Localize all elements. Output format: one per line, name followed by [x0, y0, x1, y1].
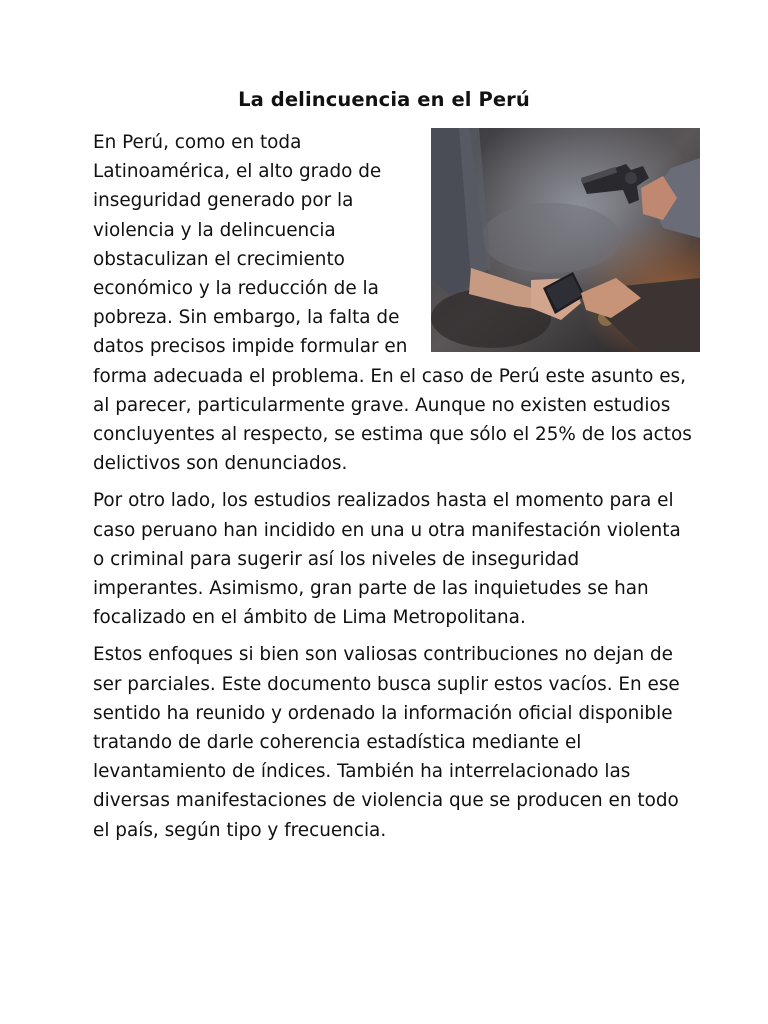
paragraph-2: Por otro lado, los estudios realizados hasta el momento para el caso peruano han incidido en una u otra manifestación violenta o criminal para sugerir así los niveles de inseguridad imperantes. Asimismo, gran parte de las inquietudes se han focalizado en el ámbito de Lima Metropolitana. [93, 490, 681, 629]
document-title: La delincuencia en el Perú [238, 88, 530, 111]
paragraph-1: En Perú, como en toda Latinoamérica, el alto grado de inseguridad generado por la violencia y la delincuencia obstaculizan el crecimiento económico y la reducción de la pobreza. Sin embargo, la falta de datos precisos impide formular en forma adecuada el problema. En el caso de Perú este asunto es, al parecer, particularmente grave. Aunque no existen estudios concluyentes al respecto, se estima que sólo el 25% de los actos delictivos son denunciados. [93, 132, 692, 475]
robbery-photo [431, 128, 700, 352]
document-body [93, 128, 693, 853]
paragraph-3: Estos enfoques si bien son valiosas contribuciones no dejan de ser parciales. Este documento busca suplir estos vacíos. En ese sentido ha reunido y ordenado la información oficial disponible tratando de darle coherencia estadística mediante el levantamiento de índices. También ha interrelacionado las diversas manifestaciones de violencia que se producen en todo el país, según tipo y frecuencia. [93, 644, 680, 841]
